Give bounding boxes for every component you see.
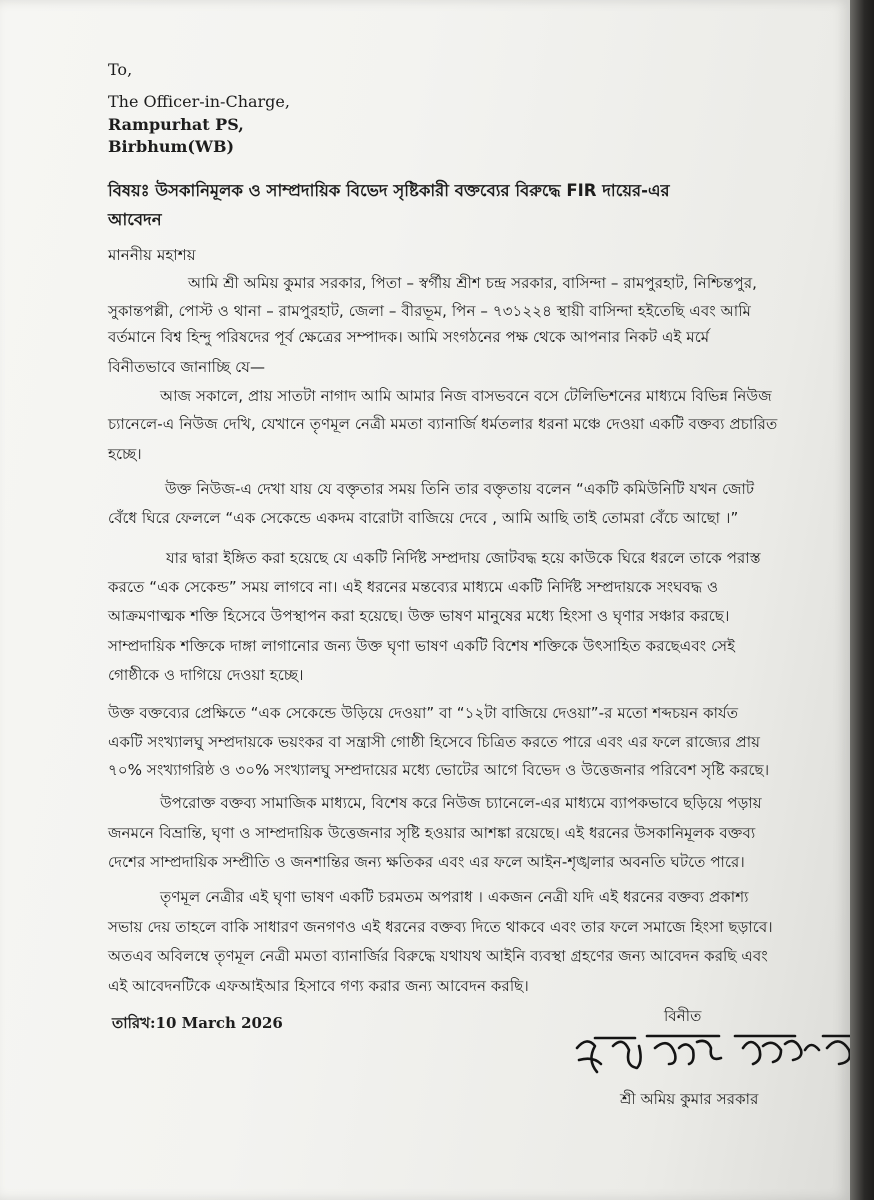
body-line: উপরোক্ত বক্তব্য সামাজিক মাধ্যমে, বিশেষ করে নিউজ চ্যানেলে-এর মাধ্যমে ব্যাপকভাবে ছড়িয়ে পড়ায় [160,794,762,812]
body-line: ৭০% সংখ্যাগরিষ্ঠ ও ৩০% সংখ্যালঘু সম্প্রদায়ের মধ্যে ভোটের আগে বিভেদ ও উত্তেজনার পরিবেশ সৃষ্টি করছে। [108,761,770,779]
body-line: হচ্ছে। [108,445,142,463]
subject-line-2: আবেদন [108,210,162,229]
body-line: উক্ত নিউজ-এ দেখা যায় যে বক্তৃতার সময় তিনি তার বক্তৃতায় বলেন “একটি কমিউনিটি যখন জোট [165,480,755,498]
body-line: আজ সকালে, প্রায় সাতটা নাগাদ আমি আমার নিজ বাসভবনে বসে টেলিভিশনের মাধ্যমে বিভিন্ন নিউজ [160,387,772,405]
date: তারিখ:10 March 2026 [112,1014,283,1032]
body-line: দেশের সাম্প্রদায়িক সম্প্রীতি ও জনশান্তির জন্য ক্ষতিকর এবং এর ফলে আইন-শৃঙ্খলার অবনতি ঘটতে পারে। [108,853,745,871]
recipient: The Officer-in-Charge, [108,92,290,111]
body-line: যার দ্বারা ইঙ্গিত করা হয়েছে যে একটি নির্দিষ্ট সম্প্রদায় জোটবদ্ধ হয়ে কাউকে ঘিরে ধরলে তাকে পরাস্ত [166,549,761,567]
body-line: সভায় দেয় তাহলে বাকি সাধারণ জনগণও এই ধরনের বক্তব্য দিতে থাকবে এবং তার ফলে সমাজে হিংসা ছড়াবে। [108,918,773,936]
body-line: গোষ্ঠীকে ও দাগিয়ে দেওয়া হচ্ছে। [108,666,304,684]
subject-line-1: বিষয়ঃ উসকানিমূলক ও সাম্প্রদায়িক বিভেদ সৃষ্টিকারী বক্তব্যের বিরুদ্ধে FIR দায়ের-এর [108,181,670,200]
to-label: To, [108,60,133,79]
body-line: বেঁধে ঘিরে ফেললে “এক সেকেন্ডে একদম বারোটা বাজিয়ে দেবে , আমি আছি তাই তোমরা বেঁচে আছো ।” [108,509,739,527]
body-line: জনমনে বিভ্রান্তি, ঘৃণা ও সাম্প্রদায়িক উত্তেজনার সৃষ্টি হওয়ার আশঙ্কা রয়েছে। এই ধরনের উসকানিমূলক বক্তব্য [108,824,756,842]
closing: বিনীত [664,1007,702,1025]
signature-printed-name: শ্রী অমিয় কুমার সরকার [620,1090,759,1108]
district: Birbhum(WB) [108,137,235,156]
body-line: সুকান্তপল্লী, পোস্ট ও থানা – রামপুরহাট, জেলা – বীরভূম, পিন – ৭৩১২২৪ স্থায়ী বাসিন্দা হইতেছি এবং আমি [108,302,751,320]
body-line: বিনীতভাবে জানাচ্ছি যে— [108,358,266,376]
body-line: করতে “এক সেকেন্ড” সময় লাগবে না। এই ধরনের মন্তব্যের মাধ্যমে একটি নির্দিষ্ট সম্প্রদায়কে সংঘবদ্ধ ও [108,578,719,596]
handwritten-signature [565,1018,874,1088]
body-line: উক্ত বক্তব্যের প্রেক্ষিতে “এক সেকেন্ডে উড়িয়ে দেওয়া” বা “১২টা বাজিয়ে দেওয়া”-র মতো শব্দচয়ন কার্যত [108,704,739,722]
police-station: Rampurhat PS, [108,115,244,134]
body-line: একটি সংখ্যালঘু সম্প্রদায়কে ভয়ংকর বা সন্ত্রাসী গোষ্ঠী হিসেবে চিত্রিত করতে পারে এবং এর ফলে রাজ্যের প্রায় [108,733,761,751]
body-line: আমি শ্রী অমিয় কুমার সরকার, পিতা – স্বর্গীয় শ্রীশ চন্দ্র সরকার, বাসিন্দা – রামপুরহাট, নিশ্চিন্তপুর, [188,274,758,292]
body-line: তৃণমূল নেত্রীর এই ঘৃণা ভাষণ একটি চরমতম অপরাধ । একজন নেত্রী যদি এই ধরনের বক্তব্য প্রকাশ্য [160,888,749,906]
page-edge-shadow [850,0,874,1200]
body-line: অতএব অবিলম্বে তৃণমূল নেত্রী মমতা ব্যানার্জির বিরুদ্ধে যথাযথ আইনি ব্যবস্থা গ্রহণের জন্য আবেদন করছি এবং [108,947,768,965]
body-line: চ্যানেলে-এ নিউজ দেখি, যেখানে তৃণমূল নেত্রী মমতা ব্যানার্জি ধর্মতলার ধরনা মঞ্চে দেওয়া একটি বক্তব্য প্রচারিত [108,415,778,433]
body-line: বর্তমানে বিশ্ব হিন্দু পরিষদের পূর্ব ক্ষেত্রের সম্পাদক। আমি সংগঠনের পক্ষ থেকে আপনার নিকট এই মর্মে [108,328,710,346]
body-line: এই আবেদনটিকে এফআইআর হিসাবে গণ্য করার জন্য আবেদন করছি। [108,977,529,995]
body-line: আক্রমণাত্মক শক্তি হিসেবে উপস্থাপন করা হয়েছে। উক্ত ভাষণ মানুষের মধ্যে হিংসা ও ঘৃণার সঞ্চার করছে। [108,607,730,625]
salutation: মাননীয় মহাশয় [108,246,196,264]
body-line: সাম্প্রদায়িক শক্তিকে দাঙ্গা লাগানোর জন্য উক্ত ঘৃণা ভাষণ একটি বিশেষ শক্তিকে উৎসাহিত করছেএবং সেই [108,637,736,655]
